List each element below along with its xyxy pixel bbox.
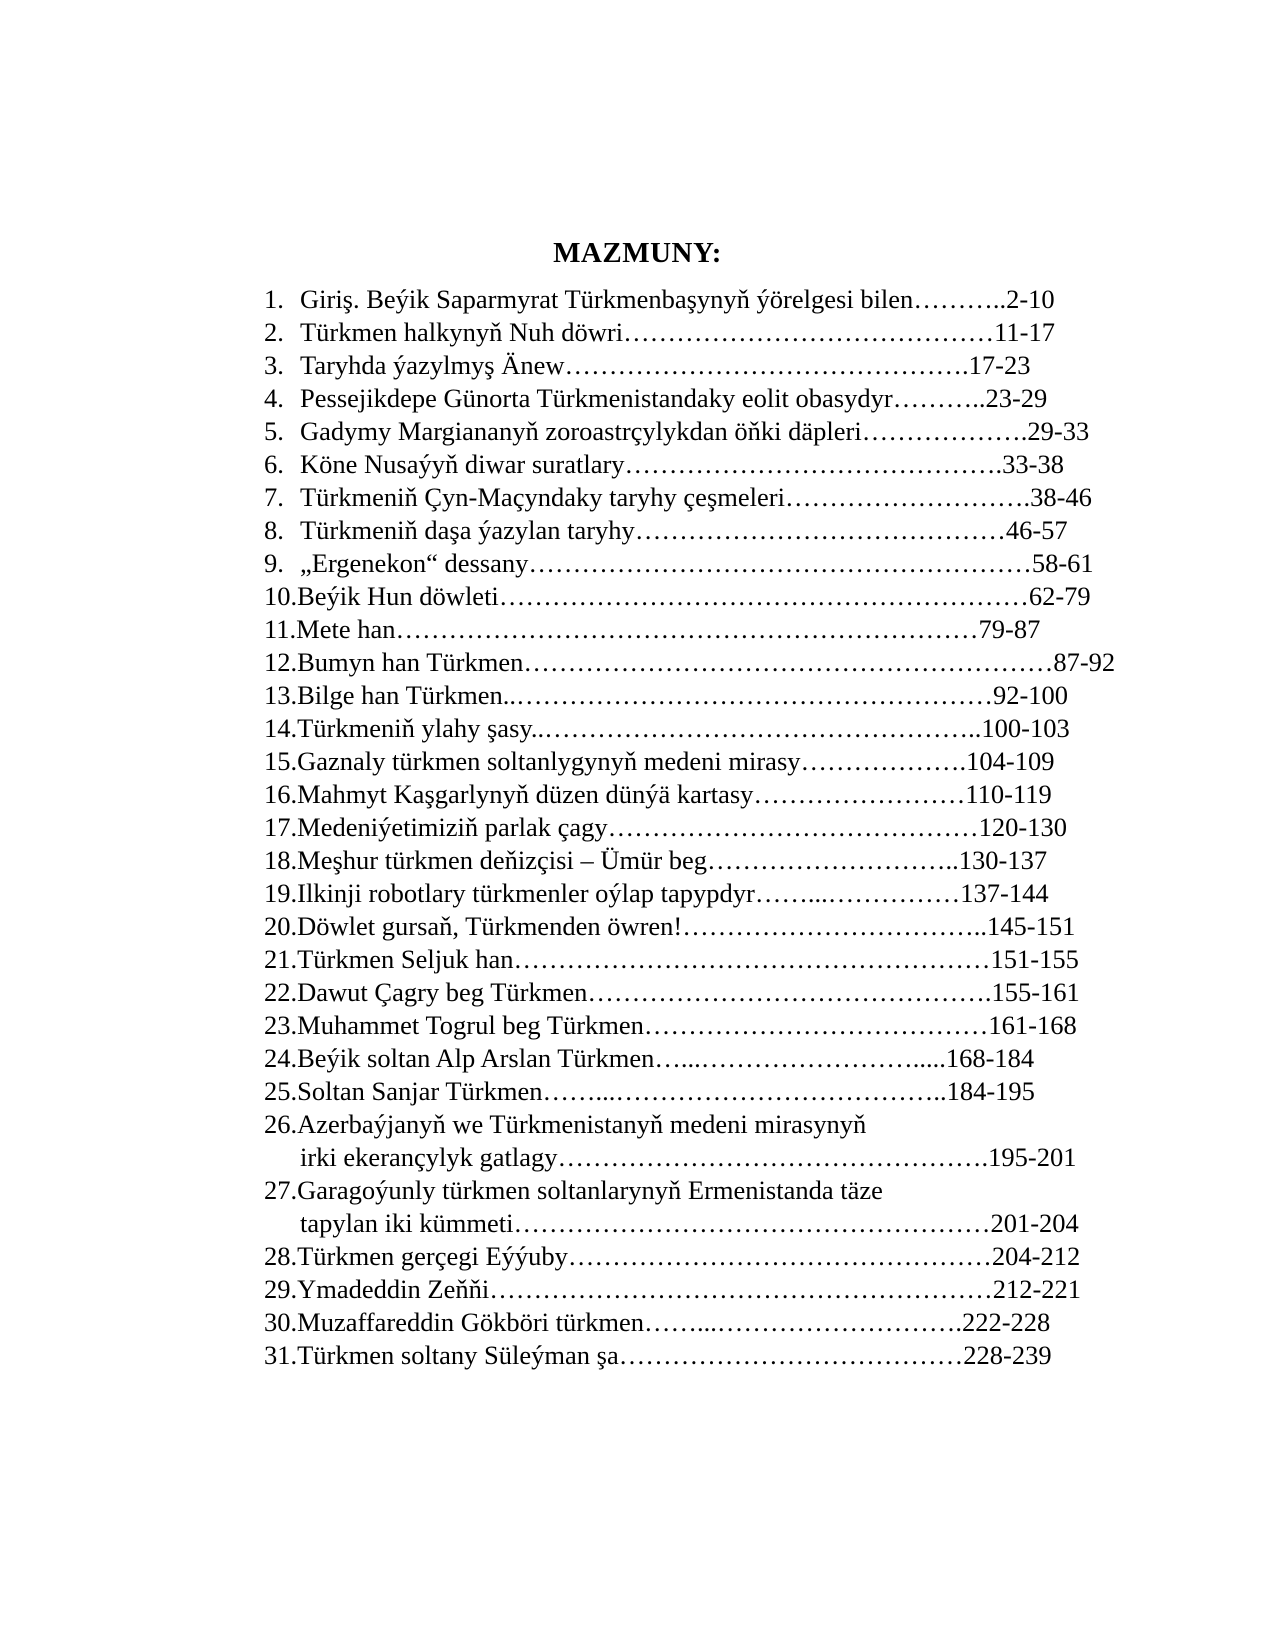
toc-entry-line: [264, 778, 1144, 811]
toc-number: 16.: [264, 779, 298, 809]
toc-leader-dots: ……………………………………: [607, 812, 979, 842]
toc-entry: [264, 910, 1144, 943]
toc-entry: [264, 1108, 1144, 1174]
toc-title: Türkmeniň Çyn-Maçyndaky taryhy çeşmeleri: [300, 482, 785, 512]
toc-title: Ymadeddin Zeňňi: [297, 1274, 490, 1304]
toc-entry-line: [264, 646, 1144, 679]
toc-leader-dots: ………..: [913, 284, 1007, 314]
toc-title: „Ergenekon“ dessany: [300, 548, 529, 578]
toc-entry-line: [264, 679, 1144, 712]
toc-entry-line: [264, 943, 1144, 976]
toc-page-range: 201-204: [990, 1208, 1079, 1238]
toc-page-range: 120-130: [978, 812, 1067, 842]
toc-leader-dots: ………………………………………………: [513, 1208, 991, 1238]
toc-leader-dots: ……………………………………: [623, 317, 995, 347]
toc-title: Gadymy Margiananyň zoroastrçylykdan öňki däpleri: [300, 416, 862, 446]
toc-entry: [264, 1240, 1144, 1273]
toc-entry: [264, 1339, 1144, 1372]
toc-page-range: 11-17: [994, 317, 1055, 347]
toc-title: Beýik soltan Alp Arslan Türkmen: [297, 1043, 655, 1073]
toc-title: Türkmen soltany Süleýman şa: [297, 1340, 619, 1370]
toc-title: Azerbaýjanyň we Türkmenistanyň medeni mirasynyň: [297, 1109, 867, 1139]
toc-entry-line: [264, 415, 1144, 448]
toc-leader-dots: ..………………………………………………: [502, 680, 993, 710]
toc-page-range: 110-119: [965, 779, 1052, 809]
toc-number: 25.: [264, 1076, 298, 1106]
toc-leader-dots: ……...……………: [754, 878, 961, 908]
page-title: MAZMUNY:: [553, 237, 722, 269]
toc-entry-line: [264, 382, 1144, 415]
toc-entry-line: [264, 316, 1144, 349]
toc-page-range: 62-79: [1028, 581, 1091, 611]
toc-number: 24.: [264, 1043, 298, 1073]
toc-title: Bilge han Türkmen: [297, 680, 503, 710]
toc-entry-line: [264, 976, 1144, 1009]
toc-title: Muzaffareddin Gökböri türkmen: [297, 1307, 644, 1337]
toc-title: Türkmen halkynyň Nuh döwri: [300, 317, 624, 347]
toc-leader-dots: ……………………………………………………: [498, 581, 1029, 611]
toc-number: 6.: [264, 449, 284, 479]
toc-number: 5.: [264, 416, 284, 446]
toc-number: 19.: [264, 878, 298, 908]
toc-entry-line: [264, 712, 1144, 745]
toc-entry-line: [264, 745, 1144, 778]
toc-entry-line: [264, 349, 1144, 382]
toc-entry: [264, 382, 1144, 415]
toc-number: 15.: [264, 746, 298, 776]
toc-entry: [264, 646, 1144, 679]
toc-number: 4.: [264, 383, 284, 413]
toc-entry: [264, 679, 1144, 712]
toc-entry: [264, 448, 1144, 481]
toc-title: Pessejikdepe Günorta Türkmenistandaky eolit obasydyr: [300, 383, 893, 413]
toc-page-range: 195-201: [988, 1142, 1077, 1172]
toc-entry-line: [264, 613, 1144, 646]
toc-entry: [264, 976, 1144, 1009]
toc-page-range: 155-161: [991, 977, 1080, 1007]
toc-entry: [264, 283, 1144, 316]
toc-entry: [264, 943, 1144, 976]
toc-entry-line: [264, 514, 1144, 547]
toc-page-range: 38-46: [1030, 482, 1092, 512]
toc-leader-dots: ……………………: [753, 779, 966, 809]
toc-page-range: 87-92: [1053, 647, 1116, 677]
toc-leader-dots: ……………………………..: [682, 911, 988, 941]
toc-page-range: 29-33: [1027, 416, 1090, 446]
toc-entry: [264, 316, 1144, 349]
toc-number: 8.: [264, 515, 284, 545]
toc-number: 20.: [264, 911, 298, 941]
toc-title: Meşhur türkmen deňizçisi – Ümür beg: [297, 845, 708, 875]
toc-entry-line: [264, 580, 1144, 613]
toc-page-range: 145-151: [987, 911, 1076, 941]
toc-entry-line: [264, 1141, 1144, 1174]
toc-number: 31.: [264, 1340, 298, 1370]
toc-page-range: 204-212: [991, 1241, 1081, 1271]
toc-title-continued: irki ekerançylyk gatlagy: [300, 1142, 558, 1172]
toc-leader-dots: ……...……………………….: [643, 1307, 962, 1337]
toc-entry-line: [264, 1306, 1144, 1339]
toc-page-range: 33-38: [1002, 449, 1064, 479]
toc-entry: [264, 1306, 1144, 1339]
toc-entry-line: [264, 1108, 1144, 1141]
toc-number: 28.: [264, 1241, 298, 1271]
toc-entry: [264, 778, 1144, 811]
toc-entry: [264, 514, 1144, 547]
toc-page-range: 58-61: [1031, 548, 1094, 578]
toc-number: 11.: [264, 614, 297, 644]
toc-entry: [264, 580, 1144, 613]
toc-number: 1.: [264, 284, 284, 314]
toc-entry: [264, 415, 1144, 448]
toc-entry: [264, 481, 1144, 514]
toc-leader-dots: …………………………………………………: [489, 1274, 993, 1304]
toc-leader-dots: …………………………………….: [624, 449, 1003, 479]
toc-entry: [264, 877, 1144, 910]
toc-page-range: 212-221: [992, 1274, 1082, 1304]
toc-number: 17.: [264, 812, 298, 842]
toc-entry: [264, 613, 1144, 646]
toc-number: 12.: [264, 647, 298, 677]
toc-entry: [264, 844, 1144, 877]
toc-leader-dots: …………………………………………………: [528, 548, 1032, 578]
toc-number: 2.: [264, 317, 284, 347]
toc-title: Muhammet Togrul beg Türkmen: [297, 1010, 644, 1040]
toc-entry-line: [264, 1207, 1144, 1240]
toc-entry: [264, 1009, 1144, 1042]
toc-title-continued: tapylan iki kümmeti: [300, 1208, 514, 1238]
toc-entry-line: [264, 481, 1144, 514]
toc-leader-dots: …………………………………: [618, 1340, 964, 1370]
toc-page-range: 168-184: [945, 1043, 1035, 1073]
toc-leader-dots: ……………………………………….: [587, 977, 992, 1007]
toc-title: Türkmen gerçegi Eýýuby: [297, 1241, 568, 1271]
toc-number: 14.: [264, 713, 298, 743]
toc-page-range: 130-137: [958, 845, 1048, 875]
toc-leader-dots: ……………………………………….: [564, 350, 969, 380]
toc-title: Giriş. Beýik Saparmyrat Türkmenbaşynyň ýörelgesi bilen: [300, 284, 914, 314]
toc-number: 9.: [264, 548, 284, 578]
toc-title: Taryhda ýazylmyş Änew: [300, 350, 565, 380]
toc-entry-line: [264, 1075, 1144, 1108]
toc-leader-dots: …………………………………………: [567, 1241, 992, 1271]
toc-leader-dots: ..…………………………………………..: [530, 713, 982, 743]
toc-entry: [264, 811, 1144, 844]
toc-entry: [264, 349, 1144, 382]
toc-leader-dots: ………………………………………….: [557, 1142, 989, 1172]
toc-number: 18.: [264, 845, 298, 875]
toc-leader-dots: ……………….: [861, 416, 1028, 446]
toc-leader-dots: …………………………………: [643, 1010, 989, 1040]
toc-number: 23.: [264, 1010, 298, 1040]
table-of-contents: [264, 283, 1144, 1372]
toc-entry: [264, 1042, 1144, 1075]
toc-page-range: 104-109: [966, 746, 1055, 776]
toc-entry: [264, 712, 1144, 745]
toc-entry-line: [264, 1009, 1144, 1042]
toc-number: 7.: [264, 482, 284, 512]
toc-leader-dots: ………..: [892, 383, 986, 413]
toc-page-range: 92-100: [992, 680, 1069, 710]
toc-page-range: 184-195: [946, 1076, 1035, 1106]
toc-title: Mete han: [296, 614, 396, 644]
toc-entry-line: [264, 547, 1144, 580]
toc-entry: [264, 1273, 1144, 1306]
toc-number: 27.: [264, 1175, 298, 1205]
toc-leader-dots: ……...………………………………..: [542, 1076, 947, 1106]
toc-page-range: 222-228: [961, 1307, 1051, 1337]
toc-entry: [264, 745, 1144, 778]
toc-page-range: 151-155: [990, 944, 1079, 974]
toc-entry-line: [264, 448, 1144, 481]
toc-entry-line: [264, 1339, 1144, 1372]
toc-title: Türkmeniň ylahy şasy: [297, 713, 531, 743]
toc-title: Bumyn han Türkmen: [297, 647, 524, 677]
toc-leader-dots: …………………………………………………………: [395, 614, 979, 644]
toc-page-range: 100-103: [981, 713, 1070, 743]
toc-entry: [264, 547, 1144, 580]
toc-entry-line: [264, 877, 1144, 910]
toc-number: 30.: [264, 1307, 298, 1337]
toc-page-range: 161-168: [988, 1010, 1077, 1040]
toc-entry-line: [264, 1042, 1144, 1075]
toc-entry-line: [264, 844, 1144, 877]
toc-page-range: 17-23: [968, 350, 1031, 380]
toc-leader-dots: ……………………………………: [634, 515, 1006, 545]
toc-page-range: 2-10: [1006, 284, 1055, 314]
toc-title: Köne Nusaýyň diwar suratlary: [300, 449, 625, 479]
toc-entry-line: [264, 1240, 1144, 1273]
toc-number: 21.: [264, 944, 298, 974]
toc-number: 22.: [264, 977, 298, 1007]
toc-title: Döwlet gursaň, Türkmenden öwren!: [297, 911, 683, 941]
toc-page-range: 137-144: [960, 878, 1049, 908]
toc-leader-dots: ………………………………………………: [513, 944, 991, 974]
toc-number: 29.: [264, 1274, 298, 1304]
toc-title: Garagoýunly türkmen soltanlarynyň Ermenistanda täze: [297, 1175, 883, 1205]
toc-number: 3.: [264, 350, 284, 380]
toc-leader-dots: ……………………………………………………: [523, 647, 1054, 677]
toc-title: Türkmen Seljuk han: [297, 944, 514, 974]
toc-title: Beýik Hun döwleti: [297, 581, 499, 611]
toc-entry: [264, 1075, 1144, 1108]
toc-title: Medeniýetimiziň parlak çagy: [297, 812, 608, 842]
toc-page-range: 23-29: [985, 383, 1048, 413]
toc-entry-line: [264, 910, 1144, 943]
toc-number: 26.: [264, 1109, 298, 1139]
toc-entry-line: [264, 1174, 1144, 1207]
toc-title: Türkmeniň daşa ýazylan taryhy: [300, 515, 635, 545]
toc-entry-line: [264, 283, 1144, 316]
toc-title: Gaznaly türkmen soltanlygynyň medeni mirasy: [297, 746, 801, 776]
toc-entry: [264, 1174, 1144, 1240]
toc-page-range: 46-57: [1005, 515, 1068, 545]
toc-title: Dawut Çagry beg Türkmen: [297, 977, 588, 1007]
toc-page-range: 228-239: [963, 1340, 1052, 1370]
toc-page-range: 79-87: [978, 614, 1041, 644]
toc-entry-line: [264, 1273, 1144, 1306]
toc-number: 13.: [264, 680, 298, 710]
toc-leader-dots: ……………….: [800, 746, 967, 776]
toc-leader-dots: …...…………………….....: [654, 1043, 946, 1073]
toc-number: 10.: [264, 581, 298, 611]
toc-title: Ilkinji robotlary türkmenler oýlap tapypdyr: [297, 878, 755, 908]
toc-title: Mahmyt Kaşgarlynyň düzen dünýä kartasy: [297, 779, 754, 809]
toc-entry-line: [264, 811, 1144, 844]
toc-title: Soltan Sanjar Türkmen: [297, 1076, 543, 1106]
toc-leader-dots: ………………………..: [707, 845, 959, 875]
toc-leader-dots: ……………………….: [784, 482, 1031, 512]
